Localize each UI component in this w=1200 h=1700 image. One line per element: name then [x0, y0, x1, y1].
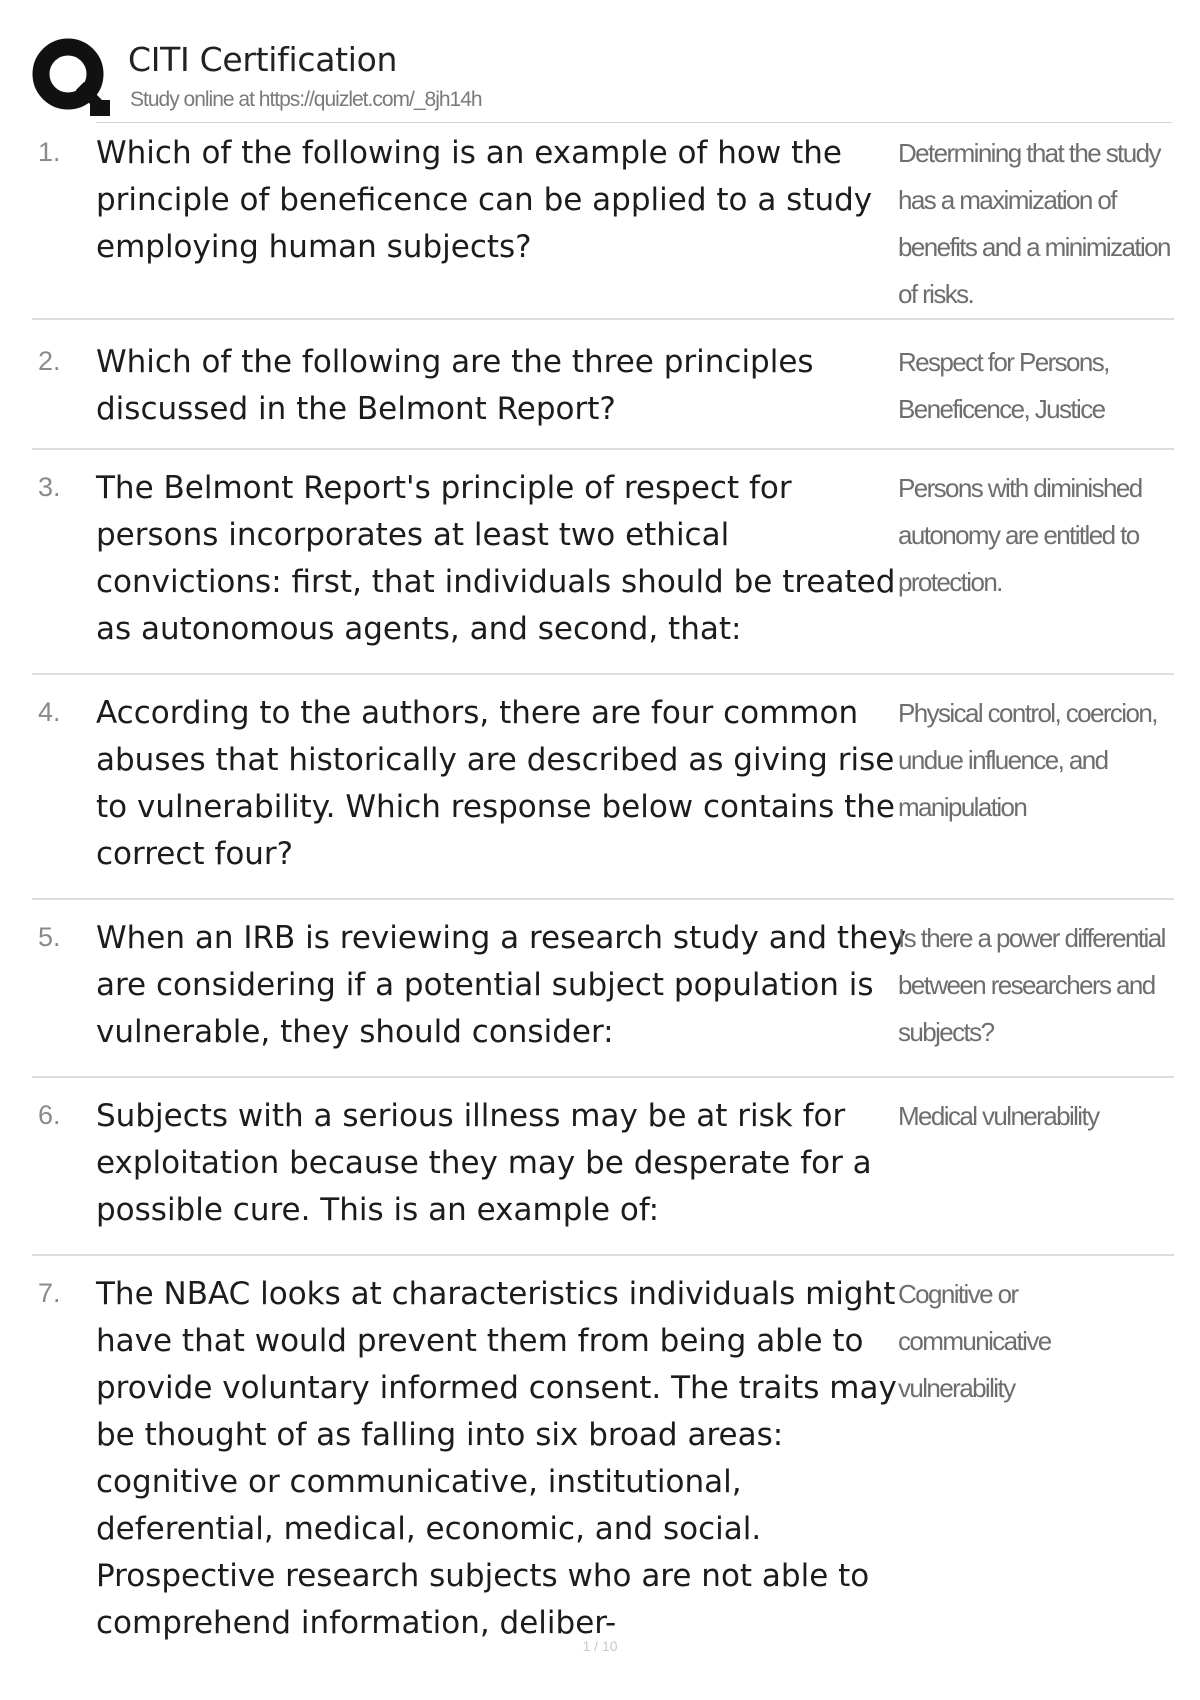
answer-text: Medical vulnerability: [898, 1101, 1099, 1131]
item-number: 6.: [38, 1100, 61, 1130]
flashcard-list: [32, 125, 1174, 1641]
flashcard-item: [32, 675, 1174, 900]
page-number: 1 / 10: [582, 1638, 618, 1654]
question-text: The Belmont Report's principle of respect for persons incorporates at least two ethical convictions: first, that individuals should be treated as autonomous agents, and second, that:: [96, 470, 896, 647]
flashcard-item: [32, 125, 1174, 320]
question-text: Subjects with a serious illness may be at risk for exploitation because they may be desperate for a possible cure. This is an example of:: [96, 1098, 872, 1228]
question-text: The NBAC looks at characteristics individuals might have that would prevent them from being able to provide voluntary informed consent. The traits may be thought of as falling into six broad areas: cognitive or communicative, institutional, deferential, medical, economic, and social. Prospective research subjects who are not able to comprehend information, deliber-: [96, 1276, 897, 1641]
answer-text: Is there a power differential between researchers and subjects?: [898, 923, 1165, 1047]
item-number: 5.: [38, 922, 61, 952]
quizlet-logo-icon: [32, 38, 110, 116]
answer-text: Cognitive or communicative vulnerability: [898, 1279, 1051, 1403]
document-title: CITI Certification: [128, 40, 398, 79]
answer-text: Persons with diminished autonomy are entitled to protection.: [898, 473, 1142, 597]
answer-text: Physical control, coercion, undue influence, and manipulation: [898, 698, 1157, 822]
study-link-text: Study online at https://quizlet.com/_8jh14h: [130, 88, 482, 111]
answer-text: Respect for Persons, Beneficence, Justice: [898, 347, 1109, 424]
document-header: [32, 34, 1172, 124]
item-number: 7.: [38, 1278, 61, 1308]
question-text: Which of the following are the three principles discussed in the Belmont Report?: [96, 344, 814, 427]
item-number: 2.: [38, 346, 61, 376]
question-text: According to the authors, there are four common abuses that historically are described as giving rise to vulnerability. Which response below contains the correct four?: [96, 695, 895, 872]
flashcard-item: [32, 320, 1174, 450]
header-divider: [96, 122, 1172, 123]
flashcard-item: [32, 450, 1174, 675]
item-number: 4.: [38, 697, 61, 727]
question-text: Which of the following is an example of how the principle of beneficence can be applied to a study employing human subjects?: [96, 135, 873, 265]
answer-text: Determining that the study has a maximization of benefits and a minimization of risks.: [898, 138, 1170, 309]
item-number: 3.: [38, 472, 61, 502]
flashcard-item: [32, 1078, 1174, 1256]
question-text: When an IRB is reviewing a research study and they are considering if a potential subject population is vulnerable, they should consider:: [96, 920, 907, 1050]
flashcard-item: [32, 1256, 1174, 1641]
item-number: 1.: [38, 137, 61, 167]
flashcard-item: [32, 900, 1174, 1078]
